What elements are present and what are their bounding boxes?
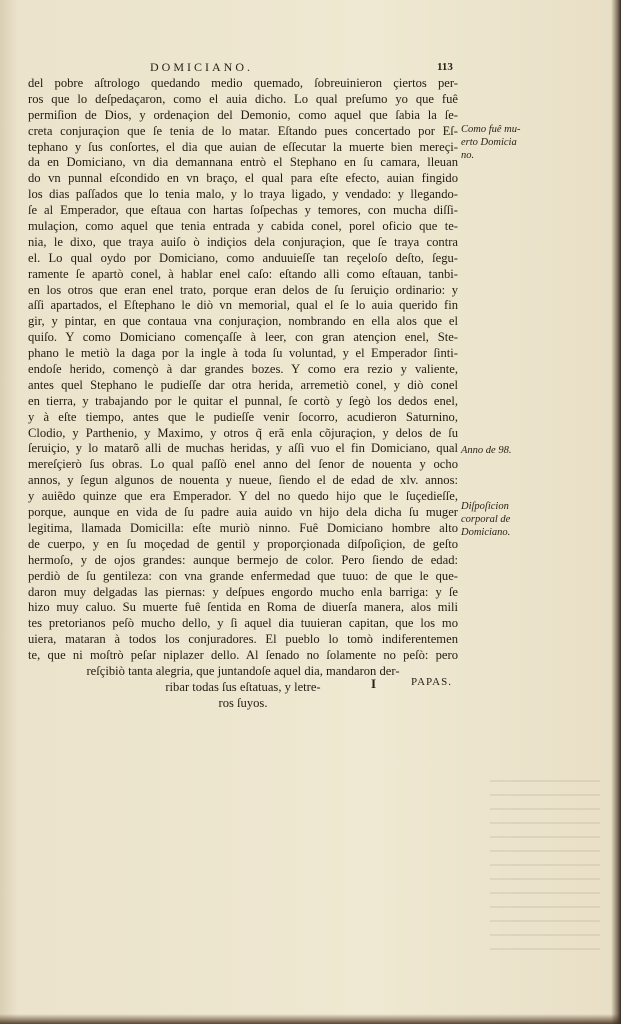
text-line: en tierra, y trabajando por le quitar el punnal, ſe cortò y ſegò los dedos enel, — [28, 393, 458, 408]
text-line: quiſo. Y como Domiciano començaſſe à leer, con gran atençion enel, Ste- — [28, 330, 458, 345]
text-line: ros que lo deſpedaçaron, como el auia dicho. Lo qual preſumo yo que fuê — [28, 91, 458, 106]
text-line: tes pretorianos peſò mucho dello, y ſi aquel dia tuuieran capitan, que los mo — [28, 616, 458, 631]
text-line: phano le metiò la daga por la ingle à toda ſu voluntad, y el Emperador ſinti- — [28, 346, 458, 361]
text-line: ros ſuyos. — [218, 695, 268, 710]
text-line: da en Domiciano, vn dia demannana entrò el Stephano en ſu camara, lleuan — [28, 155, 458, 170]
running-head: DOMICIANO. — [150, 60, 253, 74]
marginal-note-line: corporal de — [461, 514, 511, 525]
text-line: aſſi apartados, el Eſtephano le diò vn memorial, qual el ſe lo auia querido fin — [28, 298, 458, 313]
show-through-text — [490, 780, 600, 960]
text-line: uiera, mataran à todos los conjuradores. El pueblo lo tomò indiferentemen — [28, 632, 458, 647]
text-line: perdiò de ſu gentileza: con vna grande enfermedad que tuuo: de que le que- — [28, 568, 458, 583]
marginal-note-line: Anno de 98. — [461, 445, 512, 456]
text-line: nia, le dixo, que traya auiſo ò indiçios dela conjuraçion, que ſe traya contra — [28, 234, 458, 249]
text-line: legitima, llamada Domicilla: eſte muriò ninno. Fuê Domiciano hombre alto — [28, 520, 458, 535]
text-line: y auiẽdo quinze que era Emperador. Y del no quedo hijo que le ſuçedieſſe, — [28, 489, 458, 504]
text-line: hermoſo, y de ojos grandes: aunque bermejo de color. Pero ſiendo de edad: — [28, 552, 458, 567]
text-line: Clodio, y Parthenio, y Maximo, y otros q̃ erã enla cõjuraçion, y delos de ſu — [28, 425, 458, 440]
text-line: te, que ni moſtrò peſar niplazer dello. Al ſenado no ſolamente no peſò: pero — [28, 648, 458, 663]
text-line: del pobre aſtrologo quedando medio quemado, ſobreuinieron çiertos per- — [28, 76, 458, 90]
text-line: ſeruiçio, y lo matarõ alli de muchas heridas, y aſſi vuo el fin Domiciano, qual — [28, 441, 458, 456]
text-line: porque, aunque en vida de ſu padre auia auido vn hijo dela dicha ſu muger — [28, 505, 458, 520]
text-line: hizo muy caluo. Su muerte fuê ſentida en Roma de diuerſa manera, alos mili — [28, 600, 458, 615]
text-line: mulaçion, como aquel que tenia entrada y cabida conel, porel oficio que te- — [28, 219, 458, 234]
marginal-note-line: Domiciano. — [461, 527, 511, 538]
text-line: en los otros que eran enel trato, porque eran delos de ſu ſeruiçio ordinario: y — [28, 282, 458, 297]
page-number: 113 — [437, 61, 453, 73]
body-text — [28, 76, 458, 712]
text-line: do vn punnal eſcondido en vn braço, el qual para eſte efecto, auian fingido — [28, 171, 458, 186]
text-line: annos, y ſegun algunos de nouenta y nueue, ſiendo el de edad de xlv. annos: — [28, 473, 458, 488]
text-line: de cuerpo, y en ſu moçedad de gentil y proporçionada diſpoſiçion, de geſto — [28, 536, 458, 551]
text-line: ſe al Emperador, que eſtaua con hartas ſoſpechas y temores, con mucha diſſi- — [28, 203, 458, 218]
marginal-note-disposition — [461, 500, 561, 539]
marginal-note-line: erto Domicia — [461, 137, 517, 148]
text-line: ramente ſe apartò conel, à hablar enel caſo: eſtando alli como eſtauan, tanbi- — [28, 266, 458, 281]
text-line: los dias paſſados que lo tenia malo, y lo traya ligado, y vendado: y llegando- — [28, 187, 458, 202]
text-line: mereſçierò ſus obras. Lo qual paſſò enel anno del ſenor de nouenta y ocho — [28, 457, 458, 472]
text-line: ribar todas ſus eſtatuas, y letre- — [165, 679, 321, 694]
marginal-note-year — [461, 444, 561, 457]
text-line: antes quel Stephano le pudieſſe dar otra herida, arremetiò conel, y diò conel — [28, 377, 458, 392]
page-edge — [0, 1014, 621, 1024]
text-line: permiſion de Dios, y ordenaçion del Demonio, como aquel que ſabia la ſe- — [28, 107, 458, 122]
catchword: PAPAS. — [411, 676, 452, 688]
marginal-note-line: Diſpoſicion — [461, 501, 509, 512]
text-line: gir, y pintar, en que contaua vna conjuraçion, nombrando en ella alos que el — [28, 314, 458, 329]
text-line: el. Lo qual oydo por Domiciano, como anduuieſſe tan reçeloſo deſto, ſegu- — [28, 250, 458, 265]
signature-mark: I — [371, 676, 377, 691]
text-line: reſçibiò tanta alegria, que juntandoſe aquel dia, mandaron der- — [86, 663, 400, 678]
text-line: y à eſte tiempo, antes que le pudieſſe venir ſocorro, acudieron Saturnino, — [28, 409, 458, 424]
marginal-note-death — [461, 123, 561, 162]
marginal-note-line: Como fuê mu- — [461, 124, 521, 135]
text-line: daron muy delgadas las piernas: y deſpues engordo mucho enla barriga: y ſe — [28, 584, 458, 599]
text-line: tephano y ſus conſortes, el dia que auian de eſſecutar la muerte bien mereçi- — [28, 139, 458, 154]
marginal-note-line: no. — [461, 150, 475, 161]
text-line: creta conjuraçion que ſe tenia de lo matar. Eſtando pues concertado por Eſ- — [28, 123, 458, 138]
text-line: endoſe herido, començò à dar grandes bozes. Y como era rezio y valiente, — [28, 362, 458, 377]
